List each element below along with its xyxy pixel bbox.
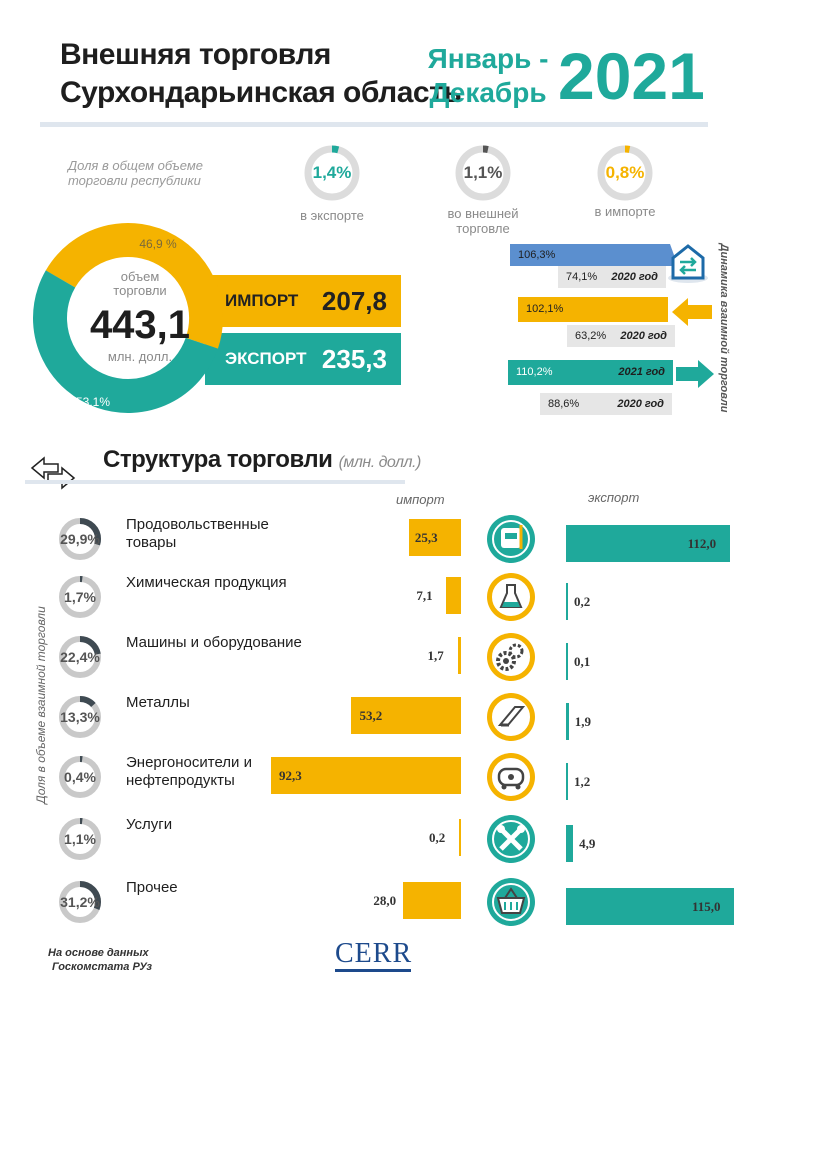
share-ring-value: 1,1% [64, 831, 96, 847]
total-label-line-1: объем [120, 269, 160, 284]
category-label [126, 694, 190, 712]
category-line: Прочее [126, 879, 178, 896]
share-ring-value: 31,2% [60, 894, 100, 910]
share-ring-value: 1,7% [64, 589, 96, 605]
fuel-tank-icon [485, 751, 537, 803]
structure-unit: (млн. долл.) [338, 454, 421, 471]
category-label [126, 879, 178, 897]
export-total-label: ЭКСПОРТ [225, 349, 307, 368]
source-note [48, 946, 152, 974]
share-label-export [272, 208, 392, 223]
category-line: нефтепродукты [126, 772, 235, 789]
source-line-2: Госкомстата РУз [52, 961, 153, 973]
category-label [126, 816, 172, 834]
share-ring-value: 22,4% [60, 649, 100, 665]
structure-divider [25, 480, 405, 484]
export-bar [566, 583, 568, 620]
import-bar [459, 819, 461, 856]
dyn-value: 110,2% [516, 366, 553, 378]
dyn-year: 2020 год [611, 271, 658, 283]
dyn-row-5 [508, 360, 673, 385]
dyn-row-3 [518, 297, 668, 322]
page-title [60, 36, 461, 112]
export-total-value: 235,3 [321, 344, 387, 374]
logo-underline [335, 969, 411, 972]
export-share-label-top [76, 395, 110, 409]
import-header: импорт [396, 492, 445, 507]
export-share-text: 53,1% [76, 395, 111, 409]
category-line: Продовольственные [126, 516, 269, 533]
export-bar [566, 703, 569, 740]
import-bar-label: 28,0 [373, 893, 397, 908]
period-line-1: Январь - [427, 43, 549, 74]
share-ring-import [596, 144, 654, 202]
share-label-import [565, 204, 685, 219]
category-label [126, 634, 302, 652]
dyn-year: 2021 год [618, 366, 665, 378]
export-bar-label: 0,2 [574, 594, 591, 609]
import-arrow-icon [672, 298, 712, 326]
export-bar [566, 825, 573, 862]
basket-icon [485, 876, 537, 928]
period-line-2: Декабрь [429, 77, 547, 108]
tools-icon [485, 813, 537, 865]
import-bar [403, 882, 461, 919]
share-ring-2 [58, 635, 102, 679]
dyn-value: 106,3% [518, 249, 556, 261]
share-value: 1,1% [463, 163, 503, 182]
share-label-line: в импорте [594, 204, 656, 219]
share-caption-line-1: Доля в общем объеме [68, 158, 204, 173]
category-line: Энергоносители и [126, 754, 252, 771]
share-side-text: Доля в объеме взаимной торговли [34, 606, 48, 804]
food-icon [485, 513, 537, 565]
dyn-value: 102,1% [526, 303, 564, 315]
total-label-line-2: торговли [113, 283, 167, 298]
dyn-row-2 [558, 266, 666, 288]
share-label-line: во внешней [447, 206, 519, 221]
category-line: Химическая продукция [126, 574, 287, 591]
import-share-label-top [138, 238, 178, 251]
dyn-row-1 [510, 244, 678, 266]
donut-center [70, 270, 210, 364]
share-ring-value: 13,3% [60, 709, 100, 725]
total-value: 443,1 [89, 303, 191, 347]
export-bar-label: 0,1 [574, 654, 591, 669]
dyn-row-4 [567, 325, 675, 347]
share-ring-1 [58, 575, 102, 619]
header-divider [40, 122, 708, 127]
category-label [126, 754, 252, 790]
dyn-value: 63,2% [575, 330, 607, 342]
import-bar [446, 577, 461, 614]
share-label-line: в экспорте [300, 208, 364, 223]
gears-icon [485, 631, 537, 683]
category-line: Машины и оборудование [126, 634, 302, 651]
import-total-value: 207,8 [321, 286, 387, 316]
share-value: 0,8% [605, 163, 645, 182]
export-bar [566, 763, 568, 800]
export-bar [566, 643, 568, 680]
structure-title [103, 446, 421, 474]
structure-title-text: Структура торговли [103, 446, 333, 473]
export-bar-label: 1,9 [574, 714, 592, 729]
share-ring-6 [58, 880, 102, 924]
metal-beam-icon [485, 691, 537, 743]
total-unit: млн. долл. [107, 349, 173, 364]
period-label [418, 42, 558, 110]
category-line: товары [126, 534, 177, 551]
dyn-year: 2020 год [620, 330, 667, 342]
export-bar-label: 1,2 [574, 774, 591, 789]
share-caption-line-2: торговли республики [68, 173, 201, 188]
import-bar-label: 92,3 [279, 768, 302, 783]
share-ring-export [303, 144, 361, 202]
exchange-icon [665, 240, 711, 286]
share-ring-trade [454, 144, 512, 202]
logo-text: CERR [335, 938, 413, 969]
dyn-year: 2020 год [617, 398, 664, 410]
category-label [126, 516, 269, 552]
import-total-bar [205, 275, 401, 327]
share-value: 1,4% [312, 163, 352, 182]
import-total-label: ИМПОРТ [225, 291, 299, 310]
export-arrow-icon [676, 360, 714, 388]
category-label [126, 574, 287, 592]
year-label: 2021 [558, 39, 705, 113]
share-side-label [30, 585, 52, 825]
dyn-value: 88,6% [548, 398, 580, 410]
export-total-bar [205, 333, 401, 385]
source-line-1: На основе данных [48, 947, 149, 959]
share-ring-0 [58, 517, 102, 561]
title-line-2: Сурхондарьинская область [60, 76, 462, 109]
import-bar-label: 0,2 [429, 830, 446, 845]
dynamics-side-text: Динамика взаимной торговли [718, 243, 730, 412]
export-bar-label: 112,0 [687, 536, 717, 551]
import-bar [458, 637, 461, 674]
import-share-text: 46,9 % [139, 237, 177, 251]
share-ring-4 [58, 755, 102, 799]
share-ring-value: 29,9% [60, 531, 100, 547]
share-ring-value: 0,4% [64, 769, 96, 785]
export-bar-label: 4,9 [579, 836, 596, 851]
dynamics-side-label [714, 245, 734, 410]
import-bar-label: 53,2 [359, 708, 383, 723]
import-bar-label: 7,1 [416, 588, 433, 603]
share-ring-3 [58, 695, 102, 739]
cerr-logo [335, 940, 415, 974]
category-line: Металлы [126, 694, 190, 711]
export-header: экспорт [588, 490, 640, 505]
import-bar-label: 25,3 [414, 530, 438, 545]
export-bar-label: 115,0 [692, 899, 721, 914]
chemistry-flask-icon [485, 571, 537, 623]
share-label-trade [423, 206, 543, 236]
dyn-row-6 [540, 393, 672, 415]
share-caption [68, 158, 258, 188]
title-line-1: Внешняя торговля [60, 38, 331, 71]
share-ring-5 [58, 817, 102, 861]
double-arrow-icon [30, 456, 76, 490]
dyn-value: 74,1% [566, 271, 598, 283]
import-bar-label: 1,7 [427, 648, 444, 663]
share-label-line: торговле [456, 221, 510, 236]
category-line: Услуги [126, 816, 173, 833]
